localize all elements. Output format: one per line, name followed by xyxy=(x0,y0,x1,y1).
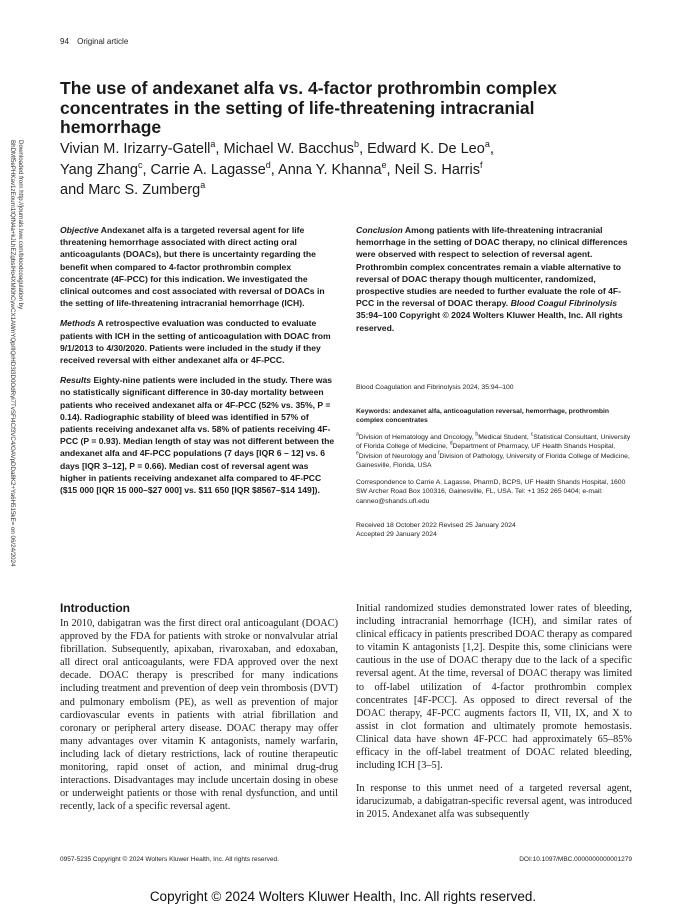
accepted-date: Accepted 29 January 2024 xyxy=(356,531,437,539)
download-watermark xyxy=(10,140,24,620)
section-label: Original article xyxy=(77,37,129,46)
intro-paragraph: In 2010, dabigatran was the first direct oral anticoagulant (DOAC) approved by the FDA for patients with stroke or nonvalvular atrial fibrillation. Subsequently, apixaban, rivaroxaban, and edoxaban, all direct oral anticoagulants, were FDA approved over the next decade. DOAC therapy is prescribed for many indications including treatment and prevention of deep vein thrombosis (DVT) and pulmonary embolism (PE), as well as prevention of major cardiovascular events in patients with atrial fibrillation and coronary or peripheral artery disease. DOAC therapy may offer many advantages over vitamin K antagonists, namely warfarin, including lack of dietary restrictions, lack of routine therapeutic monitoring, rapid onset of action, and minimal drug-drug interactions. Disadvantages may include uncertain dosing in obese or underweight patients or those with renal dysfunction, and until recently, lack of a specific reversal agent. xyxy=(60,618,338,813)
author: Neil S. Harris$^f$ xyxy=(394,159,483,178)
author: Marc S. Zumberg$^a$ xyxy=(88,180,206,198)
abstract-right-column xyxy=(356,224,632,342)
abstract-objective: Objective Andexanet alfa is a targeted reversal agent for life threatening hemorrhage associated with direct acting oral anticoagulants (DOACs), but there is uncertainty regarding the benefit when compared to 4-factor prothrombin complex concentrate (4F-PCC) for this indication. We investigated the clinical outcomes and cost associated with reversal of DOACs in the setting of life-threatening intracranial hemorrhage (ICH). xyxy=(60,225,325,309)
correspondence: Correspondence to Carrie A. Lagasse, PharmD, BCPS, UF Health Shands Hospital, 1600 SW Archer Road Box 100316, Gainesville, FL, USA. Tel: +1 352 265 0404; e-mail: canneo@shands.ufl.edu xyxy=(356,479,626,505)
footer-issn: 0957-5235 Copyright © 2024 Wolters Kluwer Health, Inc. All rights reserved. xyxy=(60,856,279,863)
abstract-copyright: Copyright © 2024 Wolters Kluwer Health, Inc. All rights reserved. xyxy=(356,310,623,333)
author-list: Vivian M. Irizarry-Gatell$^a$, Michael W. Bacchus$^b$, Edward K. De Leo$^a$, Yang Zhang$^c$, Carrie A. Lagasse$^d$, Anna Y. Khanna$^e$, Neil S. Harris$^f$ and Marc S. Zumberg$^a$ xyxy=(60,139,494,198)
abstract-results: Results Eighty-nine patients were included in the study. There was no statistically significant difference in 30-day mortality between patients who received andexanet alfa or 4F-PCC (52% vs. 35%, P = 0.14). Radiographic stability of bleed was identified in 57% of patients receiving andexanet alfa vs. 58% of patients receiving 4F-PCC (P = 0.93). Median length of stay was not different between the andexanet alfa and 4F-PCC populations (7 days [IQR 6 – 12] vs. 6 days [IQR 3–12], P = 0.66). Median cost of reversal agent was higher in patients receiving andexanet alfa compared to 4F-PCC ($15 000 [IQR 15 000–$27 000] vs. $11 650 [IQR $8567–$14 149]). xyxy=(60,375,335,496)
introduction-heading: Introduction xyxy=(60,601,130,615)
abstract-conclusion: Conclusion Among patients with life-threatening intracranial hemorrhage in the setting of DOAC therapy, no clinical differences were observed with respect to selection of reversal agent. Prothrombin complex concentrates remain a viable alternative to reversal of DOAC therapy though multicenter, randomized, prospective studies are needed to further evaluate the role of 4F-PCC in the reversal of DOAC therapy. Blood Coagul Fibrinolysis 35:94–100 Copyright © 2024 Wolters Kluwer Health, Inc. All rights reserved. xyxy=(356,225,628,333)
body-left-column xyxy=(60,617,338,823)
running-header xyxy=(60,37,128,46)
author: Anna Y. Khanna$^e$ xyxy=(278,159,387,178)
received-date: Received 18 October 2022 Revised 25 January 2024 xyxy=(356,522,516,529)
author: Carrie A. Lagasse$^d$ xyxy=(150,159,271,178)
citation-ref: 35:94–100 xyxy=(356,310,398,321)
author: Edward K. De Leo$^a$ xyxy=(367,139,490,157)
footer-doi: DOI:10.1097/MBC.0000000000001279 xyxy=(519,856,632,863)
intro-paragraph: In response to this unmet need of a targeted reversal agent, idarucizumab, a dabigatran-specific reversal agent, was introduced in 2015. Andexanet alfa was subsequently xyxy=(356,783,632,821)
author: Vivian M. Irizarry-Gatell$^a$ xyxy=(60,139,216,157)
citation-journal: Blood Coagul Fibrinolysis xyxy=(510,298,618,309)
affiliations: $^a$Division of Hematology and Oncology, $^b$Medical Student, $^c$Statistical Consultant, University of Florida College of Medicine, $^d$Department of Pharmacy, UF Health Shands Hospital, $^e$Division of Neurology and $^f$Division of Pathology, University of Florida College of Medicine, Gainesville, Florida, USA xyxy=(356,431,631,469)
abstract-methods: Methods A retrospective evaluation was conducted to evaluate patients with ICH in the setting of anticoagulation with DOAC from 9/1/2013 to 4/30/2020. Patients were included in the study if they received reversal with either andexanet alfa or 4F-PCC. xyxy=(60,318,331,366)
keywords: Keywords: andexanet alfa, anticoagulation reversal, hemorrhage, prothrombin complex concentrates xyxy=(356,408,610,425)
body-right-column xyxy=(356,602,632,832)
abstract-left-column xyxy=(60,224,336,504)
article-dates xyxy=(356,521,632,540)
copyright-banner: Copyright © 2024 Wolters Kluwer Health, Inc. All rights reserved. xyxy=(149,889,537,904)
journal-citation: Blood Coagulation and Fibrinolysis 2024, 35:94–100 xyxy=(356,384,514,391)
download-watermark-text: Downloaded from http://journals.lww.com/bloodcoagulation by BhDMf5ePHKav1zEoum1tQfN4a+kJLhEZgbsIHo4XMi0hCywCX1AWnYQp/IlQrHD3i3D0OdRyi7TvSFl4Cf3VC4/OAVpDDa8K2+Ya6H515kE= on 06/24/2024 xyxy=(10,140,24,567)
author: Yang Zhang$^c$ xyxy=(60,159,143,178)
intro-paragraph: Initial randomized studies demonstrated lower rates of bleeding, including intracranial hemorrhage (ICH), and similar rates of clinical efficacy in patients prescribed DOAC therapy as compared to vitamin K antagonists [1,2]. Despite this, some clinicians were cautious in the use of DOAC therapy due to the lack of a specific reversal agent. At the time, reversal of DOAC therapy was limited to off-label utilization of 4-factor prothrombin complex concentrates [4F-PCC]. As opposed to direct reversal of the DOAC therapy, 4F-PCC augments factors II, VII, IX, and X to assist in clot formation and ultimately promote hemostasis. Clinical data have shown 4F-PCC had approximately 65–85% efficacy in the off-label treatment of DOAC related bleeding, including ICH [3–5]. xyxy=(356,603,632,772)
page-number: 94 xyxy=(60,37,69,46)
article-title: The use of andexanet alfa vs. 4-factor prothrombin complex concentrates in the setting of life-threatening intracranial hemorrhage xyxy=(60,78,557,137)
author: Michael W. Bacchus$^b$ xyxy=(223,139,360,157)
